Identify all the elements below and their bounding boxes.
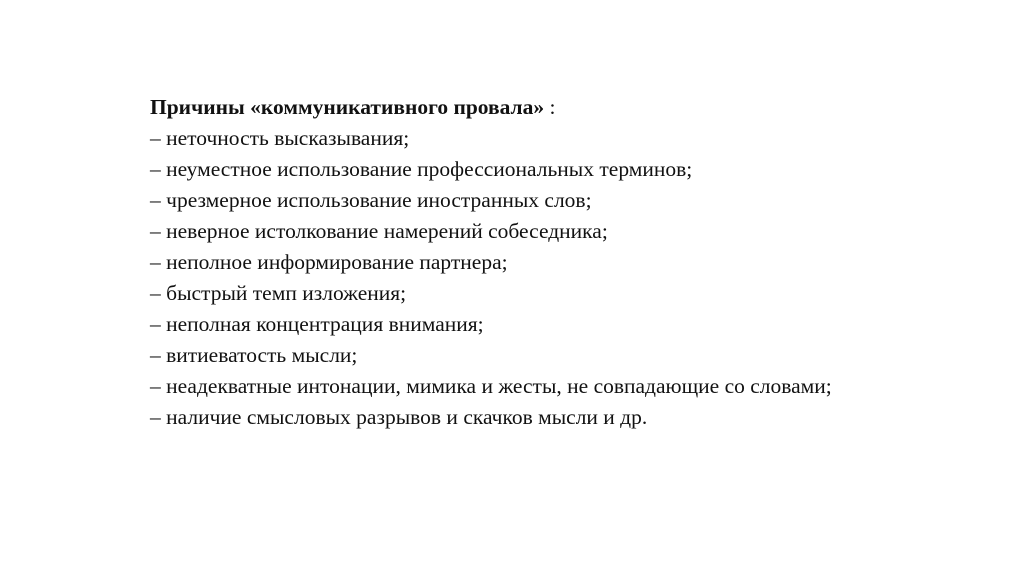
list-item: – чрезмерное использование иностранных слов;	[150, 188, 592, 212]
list-item: – неадекватные интонации, мимика и жесты, не совпадающие со словами;	[150, 374, 832, 398]
list-item: – наличие смысловых разрывов и скачков мысли и др.	[150, 405, 648, 429]
heading-suffix: :	[544, 95, 556, 119]
list-item: – неполная концентрация внимания;	[150, 312, 484, 336]
list-item: – неуместное использование профессиональных терминов;	[150, 157, 693, 181]
slide-heading: Причины «коммуникативного провала»	[150, 95, 545, 119]
list-item: – неверное истолкование намерений собеседника;	[150, 219, 608, 243]
list-item: – неточность высказывания;	[150, 126, 410, 150]
list-item: – быстрый темп изложения;	[150, 281, 407, 305]
heading-line	[150, 92, 852, 123]
list-item: – неполное информирование партнера;	[150, 250, 508, 274]
slide-text-block	[150, 92, 852, 433]
list-item: – витиеватость мысли;	[150, 343, 358, 367]
